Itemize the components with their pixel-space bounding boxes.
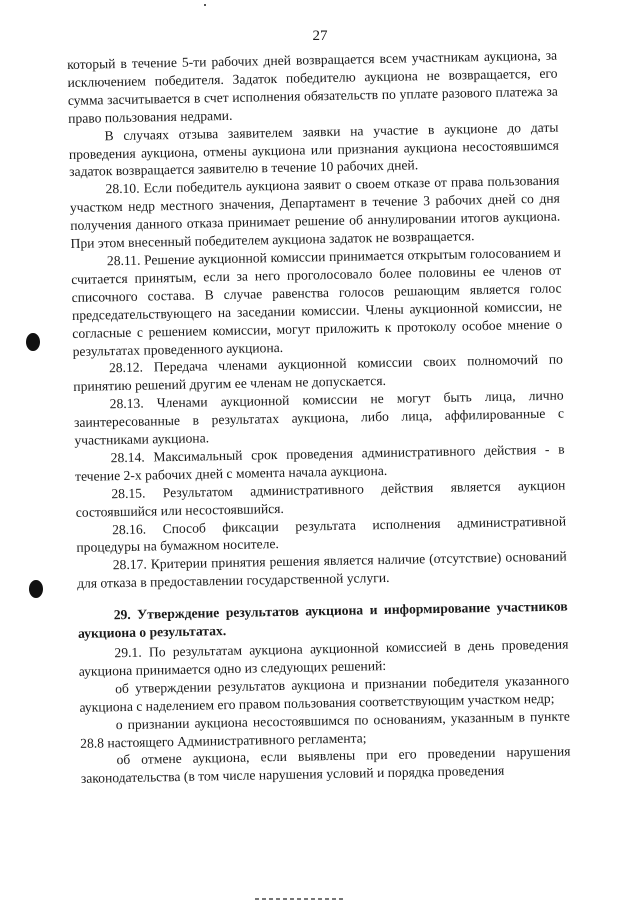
paragraph: 28.16. Способ фиксации результата исполнения административной процедуры на бумажном носителе. (76, 513, 567, 556)
punch-hole (26, 333, 40, 351)
scan-edge-mark (255, 898, 345, 900)
paragraph: 28.12. Передача членами аукционной комиссии своих полномочий по принятию решений другим ее членам не допускается. (73, 351, 564, 395)
paragraph: В случаях отзыва заявителем заявки на участие в аукционе до даты проведения аукциона, отмены аукциона или признания аукциона несостоявшимся задаток возвращается заявителю в течение 10 рабочих дней. (68, 119, 559, 180)
paragraph: об отмене аукциона, если выявлены при его проведении нарушения законодательства (в том числе нарушения условий и порядка проведения (80, 743, 571, 787)
punch-hole (29, 580, 43, 598)
paragraph: об утверждении результатов аукциона и признании победителя указанного аукциона с наделением его правом пользования соответствующим участком недр; (79, 672, 570, 715)
paragraph: о признании аукциона несостоявшимся по основаниям, указанным в пункте 28.8 настоящего Административного регламента; (80, 708, 570, 751)
paragraph: 28.15. Результатом административного действия является аукцион состоявшийся или несостоявшийся. (75, 477, 566, 520)
paragraph: 28.10. Если победитель аукциона заявит о своем отказе от права пользования участком недр местного значения, Департамент в течение 3 рабочих дней со дня получения данного отказа принимает решение об аннулировании итогов аукциона. При этом внесенный победителем аукциона задаток не возвращается. (69, 172, 561, 252)
paragraph: 28.11. Решение аукционной комиссии принимается открытым голосованием и считается принятым, если за него проголосовало более половины ее членов от списочного состава. В случае равенства голосов решающим является голос председательствующего на заседании комиссии. Члены аукционной комиссии, не согласные с решением комиссии, могут приложить к протоколу особое мнение о результатах проведенного аукциона. (71, 244, 563, 359)
paragraph: 28.17. Критерии принятия решения является наличие (отсутствие) оснований для отказа в предоставлении государственной услуги. (76, 548, 567, 592)
paragraph: 28.14. Максимальный срок проведения административного действия - в течение 2-х рабочих дней с момента начала аукциона. (74, 441, 565, 484)
paragraph: 28.13. Членами аукционной комиссии не могут быть лица, лично заинтересованные в результатах аукциона, либо лица, аффилированные с участниками аукциона. (73, 387, 565, 448)
scan-speck (204, 4, 206, 6)
page-number: 27 (312, 28, 328, 44)
document-body (67, 47, 571, 789)
paragraph: который в течение 5-ти рабочих дней возвращается всем участникам аукциона, за исключением победителя. Задаток победителю аукциона не возвращается, его сумма засчитывается в счет исполнения обязательств по уплате разового платежа за право пользования недрами. (67, 47, 558, 126)
paragraph: 29.1. По результатам аукциона аукционной комиссией в день проведения аукциона принимается одно из следующих решений: (78, 636, 569, 679)
section-heading: 29. Утверждение результатов аукциона и информирование участников аукциона о результатах. (77, 598, 568, 641)
